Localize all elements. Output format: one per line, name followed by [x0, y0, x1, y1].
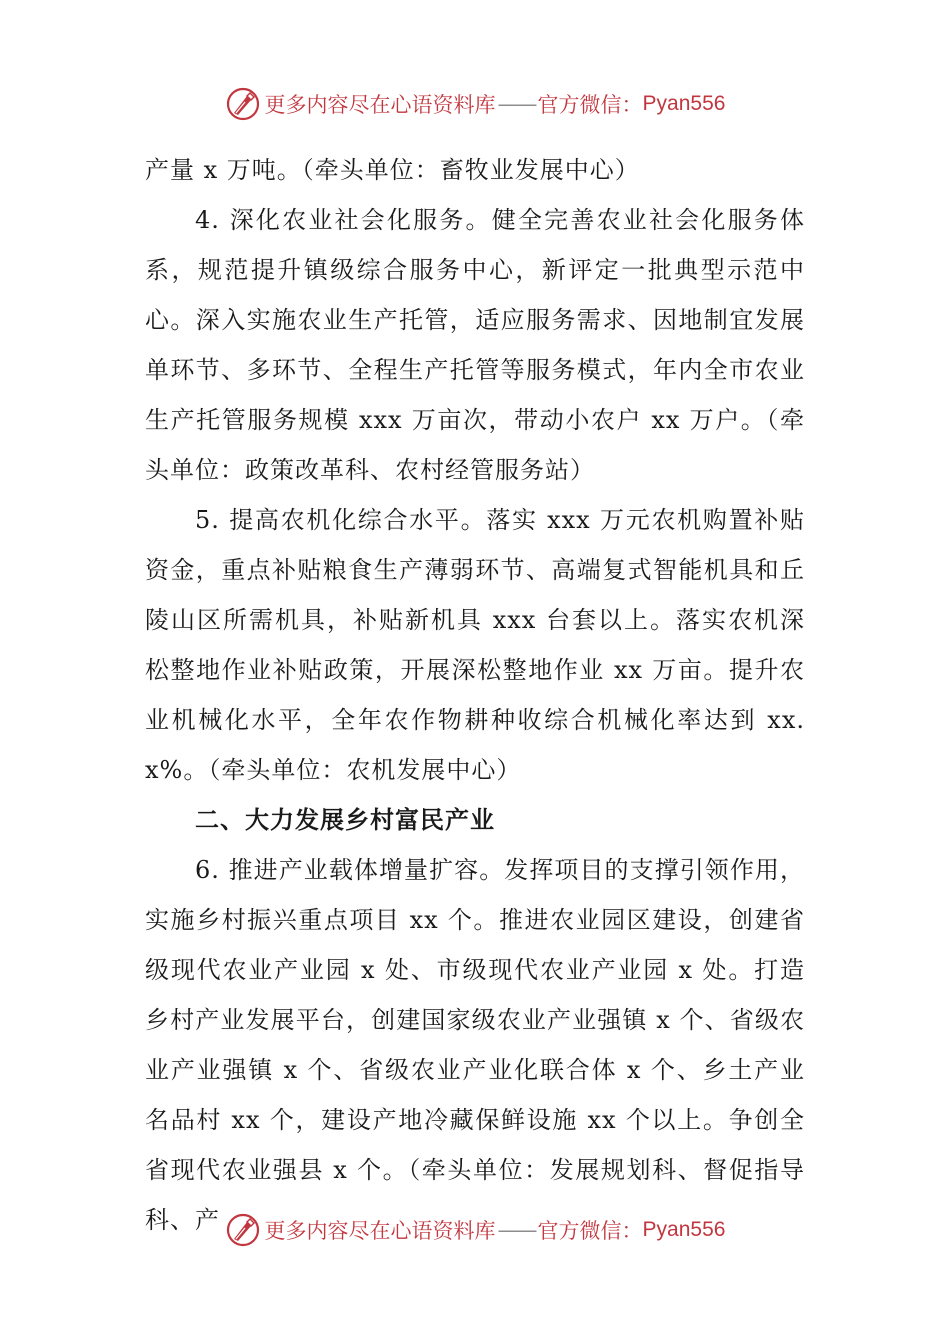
- header-watermark: [0, 84, 950, 124]
- footer-watermark: [0, 1210, 950, 1250]
- watermark-prefix-text: 官方微信：: [537, 1219, 643, 1243]
- watermark-account-text: Pyan556: [642, 92, 726, 115]
- document-body: [145, 145, 805, 1245]
- pen-nib-logo-icon: [225, 86, 261, 122]
- paragraph-item-5: 5. 提高农机化综合水平。落实 xxx 万元农机购置补贴资金，重点补贴粮食生产薄弱环节、高端复式智能机具和丘陵山区所需机具，补贴新机具 xxx 台套以上。落实农机深松整地作业补贴政策，开展深松整地作业 xx 万亩。提升农业机械化水平，全年农作物耕种收综合机械化率达到 xx. x%。（牵头单位：农机发展中心）: [145, 506, 805, 784]
- watermark-prefix-text: 官方微信：: [537, 93, 643, 117]
- watermark-account-text: Pyan556: [642, 1218, 726, 1241]
- paragraph-item-4: 4. 深化农业社会化服务。健全完善农业社会化服务体系，规范提升镇级综合服务中心，新评定一批典型示范中心。深入实施农业生产托管，适应服务需求、因地制宜发展单环节、多环节、全程生产托管等服务模式，年内全市农业生产托管服务规模 xxx 万亩次，带动小农户 xx 万户。（牵头单位：政策改革科、农村经管服务站）: [145, 206, 805, 484]
- watermark-dash: ——: [497, 92, 536, 116]
- pen-nib-logo-icon: [225, 1212, 261, 1248]
- watermark-dash: ——: [497, 1218, 536, 1242]
- watermark-site-text: 更多内容尽在心语资料库: [264, 93, 496, 117]
- paragraph-item-6: 6. 推进产业载体增量扩容。发挥项目的支撑引领作用，实施乡村振兴重点项目 xx 个。推进农业园区建设，创建省级现代农业产业园 x 处、市级现代农业产业园 x 处。打造乡村产业发展平台，创建国家级农业产业强镇 x 个、省级农业产业强镇 x 个、省级农业产业化联合体 x 个、乡土产业名品村 xx 个，建设产地冷藏保鲜设施 xx 个以上。争创全省现代农业强县 x 个。（牵头单位：发展规划科、督促指导科、产: [145, 856, 805, 1234]
- section-heading-2: 二、大力发展乡村富民产业: [195, 806, 495, 834]
- watermark-site-text: 更多内容尽在心语资料库: [264, 1219, 496, 1243]
- paragraph-continuation: 产量 x 万吨。（牵头单位：畜牧业发展中心）: [145, 156, 640, 184]
